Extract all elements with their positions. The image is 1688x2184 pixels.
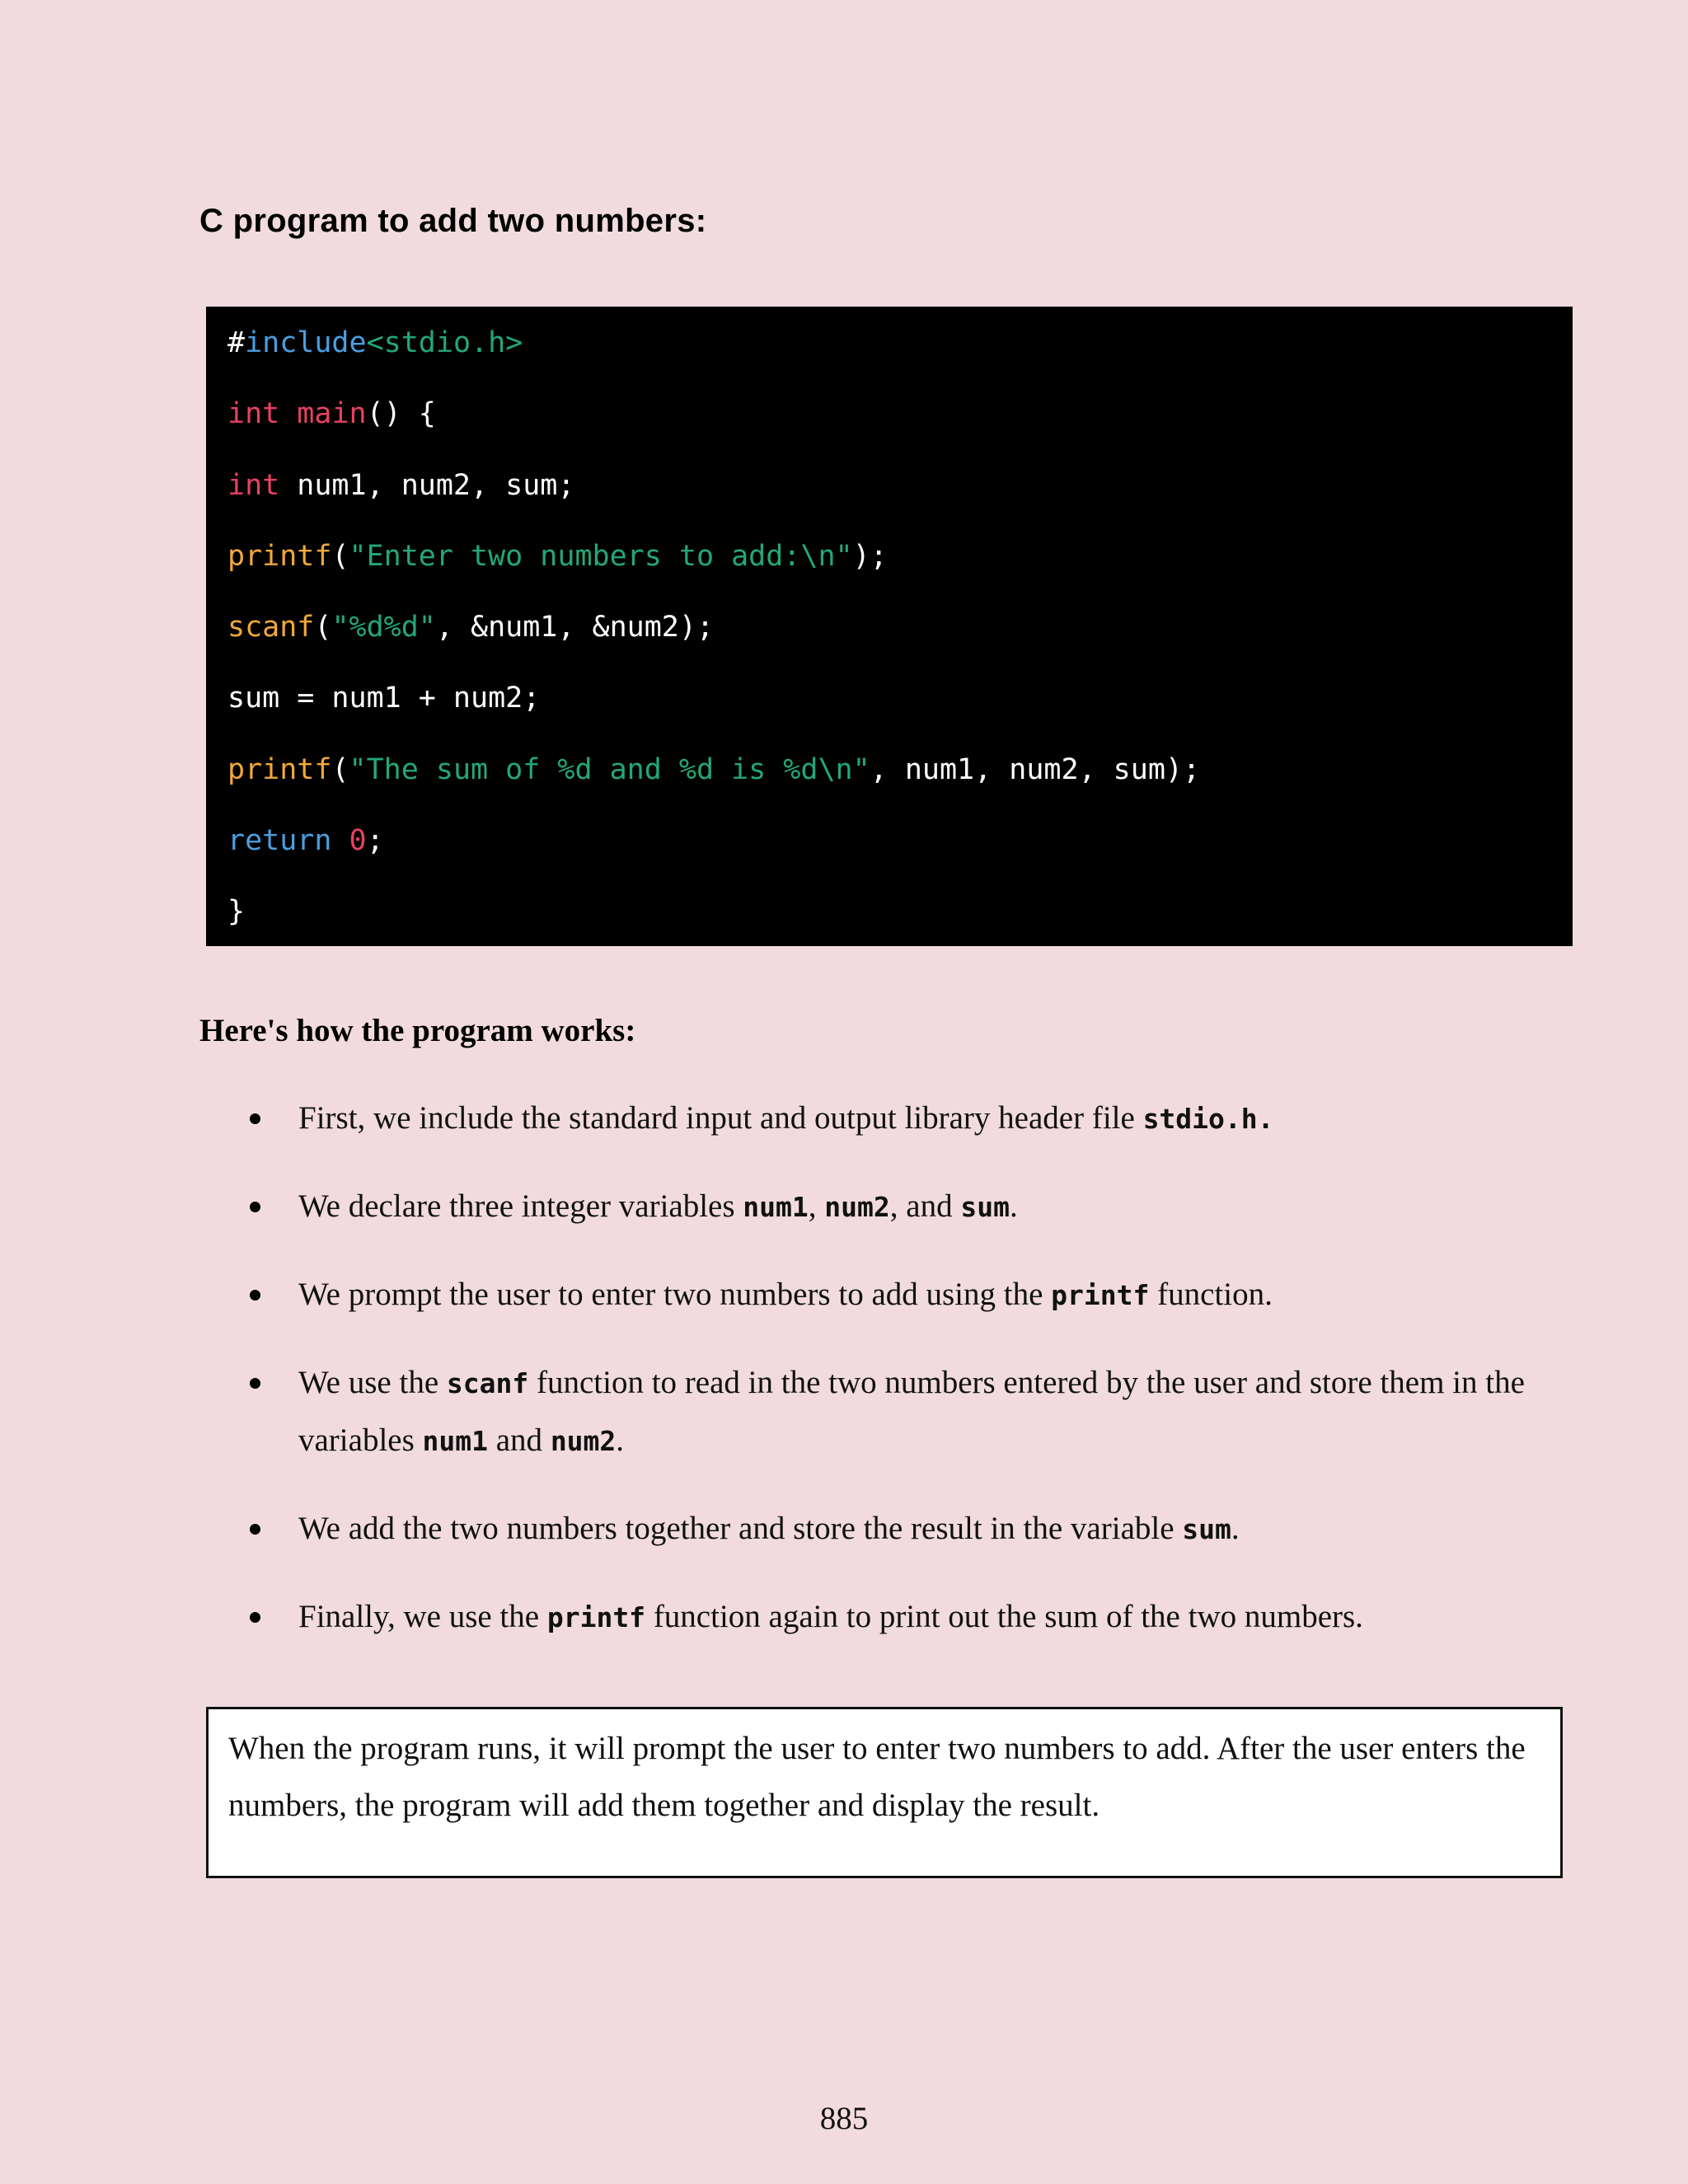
- code-token: [279, 397, 297, 430]
- inline-code: num1: [743, 1191, 809, 1223]
- item-text: .: [1009, 1188, 1018, 1224]
- code-token: printf: [227, 752, 332, 786]
- code-token: [331, 824, 349, 857]
- code-token: <stdio.h>: [366, 326, 523, 359]
- bullet-dot-icon: [250, 1524, 260, 1535]
- item-text: We add the two numbers together and store the result in the variable: [298, 1511, 1183, 1546]
- item-text: and: [488, 1422, 551, 1458]
- code-token: printf: [227, 539, 332, 573]
- code-token: int: [227, 468, 280, 502]
- inline-code: stdio.h.: [1142, 1103, 1274, 1135]
- code-token: (: [331, 752, 349, 786]
- inline-code: num2: [550, 1425, 617, 1457]
- inline-code: printf: [1051, 1279, 1150, 1311]
- item-text: We prompt the user to enter two numbers to add using the: [298, 1277, 1052, 1312]
- inline-code: printf: [546, 1601, 646, 1633]
- code-token: num1, num2, sum;: [279, 468, 575, 502]
- code-line-5: [227, 602, 1573, 673]
- item-text: , and: [889, 1188, 961, 1224]
- item-text: function.: [1149, 1277, 1273, 1312]
- list-item: [199, 1588, 1551, 1646]
- explanation-list: [199, 1090, 1551, 1676]
- note-box: When the program runs, it will prompt the user to enter two numbers to add. After the user enters the numbers, the program will add them together and display the result.: [206, 1707, 1563, 1878]
- inline-code: num1: [422, 1425, 488, 1457]
- item-text: .: [1231, 1511, 1240, 1546]
- code-token: "The sum of %d and %d is %d\n": [349, 752, 870, 786]
- code-token: include: [245, 326, 367, 359]
- item-text: Finally, we use the: [298, 1599, 547, 1634]
- code-token: , &num1, &num2);: [435, 611, 715, 644]
- code-token: (: [331, 539, 349, 573]
- list-item: [199, 1354, 1551, 1469]
- code-token: (: [314, 611, 332, 644]
- bullet-dot-icon: [250, 1113, 260, 1124]
- code-token: "Enter two numbers to add:\n": [349, 539, 853, 573]
- bullet-dot-icon: [250, 1612, 260, 1623]
- code-token: "%d%d": [331, 611, 436, 644]
- code-token: () {: [366, 397, 436, 431]
- page-title: C program to add two numbers:: [199, 203, 707, 239]
- item-text: function again to print out the sum of the two numbers.: [645, 1599, 1363, 1634]
- code-token: return: [227, 824, 332, 858]
- item-text: We declare three integer variables: [298, 1188, 743, 1224]
- code-line-9: [227, 887, 1573, 958]
- bullet-dot-icon: [250, 1290, 260, 1301]
- section-heading: Here's how the program works:: [199, 1013, 636, 1048]
- page-number: 885: [819, 2101, 869, 2136]
- item-text: First, we include the standard input and output library header file: [298, 1100, 1143, 1136]
- code-token: #: [227, 326, 246, 359]
- code-token: , num1, num2, sum);: [870, 752, 1201, 786]
- code-token: }: [227, 895, 246, 929]
- code-line-6: [227, 673, 1573, 744]
- code-line-3: [227, 461, 1573, 532]
- inline-code: num2: [824, 1191, 890, 1223]
- code-token: main: [297, 397, 367, 431]
- list-item: [199, 1266, 1551, 1324]
- item-text: We use the: [298, 1365, 447, 1400]
- bullet-dot-icon: [250, 1202, 260, 1212]
- code-line-2: [227, 389, 1573, 460]
- code-line-7: [227, 745, 1573, 816]
- code-token: );: [852, 539, 888, 573]
- code-token: 0: [349, 824, 367, 858]
- inline-code: scanf: [446, 1367, 529, 1399]
- code-line-1: [227, 318, 1573, 389]
- list-item: [199, 1500, 1551, 1558]
- list-item: [199, 1090, 1551, 1147]
- code-line-4: [227, 532, 1573, 602]
- inline-code: sum: [960, 1191, 1010, 1223]
- code-block: [206, 307, 1573, 946]
- inline-code: sum: [1182, 1513, 1231, 1545]
- item-text: function to read in the two numbers entered by the user and store them in the variables: [298, 1365, 1525, 1458]
- list-item: [199, 1178, 1551, 1235]
- code-token: sum = num1 + num2;: [227, 682, 541, 715]
- code-token: ;: [366, 824, 384, 858]
- item-text: .: [616, 1422, 625, 1458]
- item-text: ,: [808, 1188, 825, 1224]
- code-token: scanf: [227, 611, 315, 644]
- code-token: int: [227, 397, 280, 431]
- bullet-dot-icon: [250, 1378, 260, 1389]
- code-line-8: [227, 816, 1573, 887]
